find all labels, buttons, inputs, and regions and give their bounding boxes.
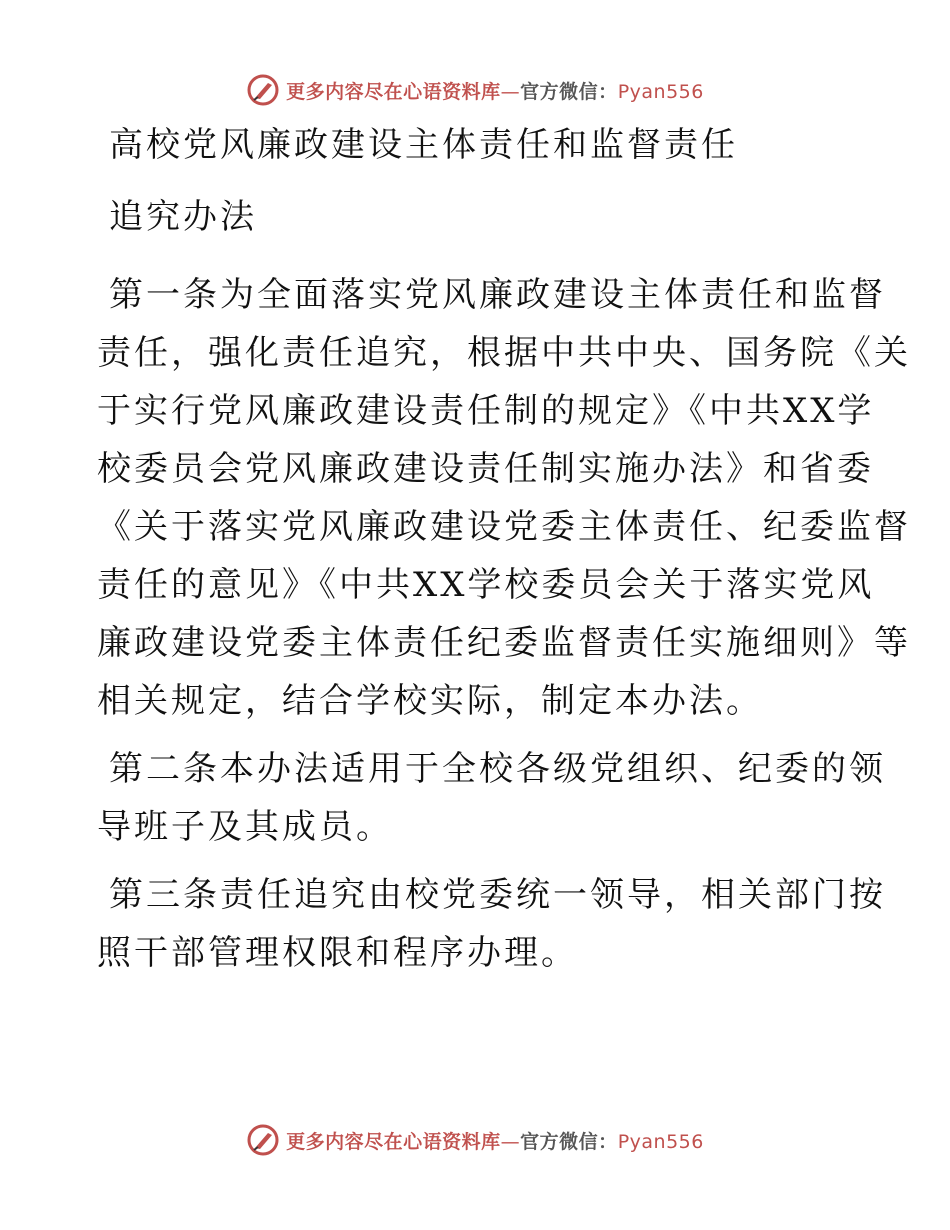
watermark-site: 更多内容尽在心语资料库 — [286, 80, 501, 103]
article-line: 校委员会党风廉政建设责任制实施办法》和省委 — [97, 449, 874, 489]
quill-logo-icon — [246, 1123, 280, 1157]
article-line: 照干部管理权限和程序办理。 — [97, 933, 578, 973]
article-line: 导班子及其成员。 — [97, 807, 393, 847]
article-3 — [97, 866, 886, 982]
footer-watermark — [0, 1120, 950, 1160]
article-line: 《关于落实党风廉政建设党委主体责任、纪委监督 — [97, 507, 911, 547]
article-line: 第二条本办法适用于全校各级党组织、纪委的领 — [109, 749, 886, 789]
watermark-label: 官方微信： — [520, 1130, 618, 1153]
article-1 — [97, 266, 911, 730]
document-title-line-2: 追究办法 — [109, 197, 257, 237]
watermark-account: Pyan556 — [617, 80, 704, 103]
article-line: 第三条责任追究由校党委统一领导，相关部门按 — [109, 875, 886, 915]
article-line: 相关规定，结合学校实际，制定本办法。 — [97, 681, 763, 721]
article-line: 第一条为全面落实党风廉政建设主体责任和监督 — [109, 275, 886, 315]
watermark-account: Pyan556 — [617, 1130, 704, 1153]
watermark-separator: — — [500, 1130, 521, 1153]
quill-logo-icon — [246, 73, 280, 107]
article-line: 廉政建设党委主体责任纪委监督责任实施细则》等 — [97, 623, 911, 663]
watermark-label: 官方微信： — [520, 80, 618, 103]
watermark-separator: — — [500, 80, 521, 103]
watermark-text — [286, 77, 704, 104]
watermark-site: 更多内容尽在心语资料库 — [286, 1130, 501, 1153]
article-line: 责任，强化责任追究，根据中共中央、国务院《关 — [97, 333, 911, 373]
header-watermark — [0, 70, 950, 110]
article-line: 责任的意见》《中共XX学校委员会关于落实党风 — [97, 565, 875, 605]
document-body — [97, 122, 911, 992]
article-2 — [97, 740, 886, 856]
article-line: 于实行党风廉政建设责任制的规定》《中共XX学 — [97, 391, 875, 431]
watermark-text — [286, 1127, 704, 1154]
document-title-line-1: 高校党风廉政建设主体责任和监督责任 — [109, 125, 738, 165]
